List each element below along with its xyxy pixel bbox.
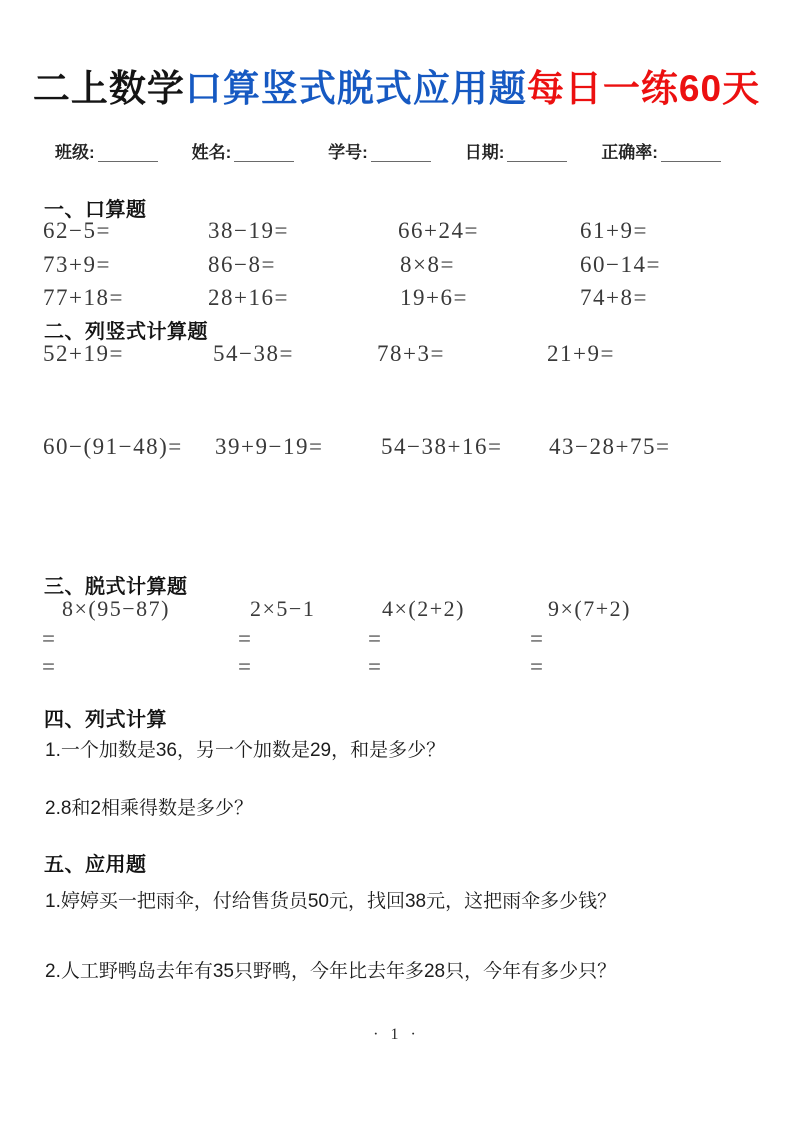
info-field-class <box>55 138 158 163</box>
page-title <box>0 58 793 112</box>
oral-row-1 <box>0 218 793 248</box>
oral-problem: 19+6= <box>400 285 468 310</box>
vertical-problem: 54−38+16= <box>381 434 503 459</box>
column-problem-2: 2.8和2相乘得数是多少？ <box>45 798 253 819</box>
stepwise-expression: 8×(95−87) <box>62 596 170 621</box>
equals-sign: = <box>42 654 57 679</box>
stepwise-expression: 9×(7+2) <box>548 596 631 621</box>
equals-sign: = <box>368 654 383 679</box>
word-problem-1: 1.婷婷买一把雨伞，付给售货员50元，找回38元，这把雨伞多少钱？ <box>45 891 617 912</box>
name-blank-line <box>234 143 294 162</box>
info-field-name <box>192 138 295 163</box>
oral-problem: 74+8= <box>580 285 648 310</box>
page-number: · 1 · <box>373 1026 420 1043</box>
section-stepwise-heading: 三、脱式计算题 <box>44 576 188 598</box>
section-oral-heading: 一、口算题 <box>44 199 147 221</box>
section-vertical-heading: 二、列竖式计算题 <box>44 321 208 343</box>
vertical-problem: 54−38= <box>213 341 294 366</box>
section-column-heading: 四、列式计算 <box>44 709 167 731</box>
info-label-accuracy: 正确率: <box>601 143 658 162</box>
accuracy-blank-line <box>661 143 721 162</box>
oral-problem: 73+9= <box>43 252 111 277</box>
oral-problem: 86−8= <box>208 252 276 277</box>
oral-problem: 28+16= <box>208 285 289 310</box>
oral-problem: 8×8= <box>400 252 455 277</box>
title-segment-blue: 口算竖式脱式应用题 <box>184 68 527 109</box>
info-field-date <box>465 138 568 163</box>
oral-problem: 38−19= <box>208 218 289 243</box>
vertical-problem: 52+19= <box>43 341 124 366</box>
equals-sign: = <box>42 626 57 651</box>
info-label-class: 班级: <box>55 143 95 162</box>
vertical-problem: 78+3= <box>377 341 445 366</box>
oral-problem: 60−14= <box>580 252 661 277</box>
stepwise-equals-row-2 <box>0 654 793 684</box>
student-id-blank-line <box>371 143 431 162</box>
stepwise-expression: 4×(2+2) <box>382 596 465 621</box>
equals-sign: = <box>530 654 545 679</box>
stepwise-equals-row-1 <box>0 626 793 656</box>
column-problem-1: 1.一个加数是36，另一个加数是29，和是多少？ <box>45 740 446 761</box>
info-label-student-id: 学号: <box>328 143 368 162</box>
oral-problem: 62−5= <box>43 218 111 243</box>
info-field-accuracy <box>601 138 721 163</box>
vertical-problem: 21+9= <box>547 341 615 366</box>
title-segment-red: 每日一练60天 <box>526 68 761 109</box>
oral-problem: 66+24= <box>398 218 479 243</box>
date-blank-line <box>507 143 567 162</box>
stepwise-expression-row <box>0 596 793 626</box>
vertical-row-1 <box>0 341 793 371</box>
equals-sign: = <box>238 654 253 679</box>
stepwise-expression: 2×5−1 <box>250 596 316 621</box>
vertical-problem: 39+9−19= <box>215 434 324 459</box>
title-segment-black: 二上数学 <box>32 68 185 109</box>
equals-sign: = <box>530 626 545 651</box>
info-field-student-id <box>328 138 431 163</box>
oral-problem: 61+9= <box>580 218 648 243</box>
vertical-row-2 <box>0 434 793 464</box>
oral-row-3 <box>0 285 793 315</box>
oral-row-2 <box>0 252 793 282</box>
class-blank-line <box>98 143 158 162</box>
info-label-date: 日期: <box>464 143 505 162</box>
vertical-problem: 43−28+75= <box>549 434 671 459</box>
oral-problem: 77+18= <box>43 285 124 310</box>
section-word-heading: 五、应用题 <box>44 854 147 876</box>
student-info-row <box>55 138 721 163</box>
equals-sign: = <box>368 626 383 651</box>
word-problem-2: 2.人工野鸭岛去年有35只野鸭，今年比去年多28只，今年有多少只？ <box>45 961 617 982</box>
vertical-problem: 60−(91−48)= <box>43 434 183 459</box>
info-label-name: 姓名: <box>191 143 232 162</box>
equals-sign: = <box>238 626 253 651</box>
